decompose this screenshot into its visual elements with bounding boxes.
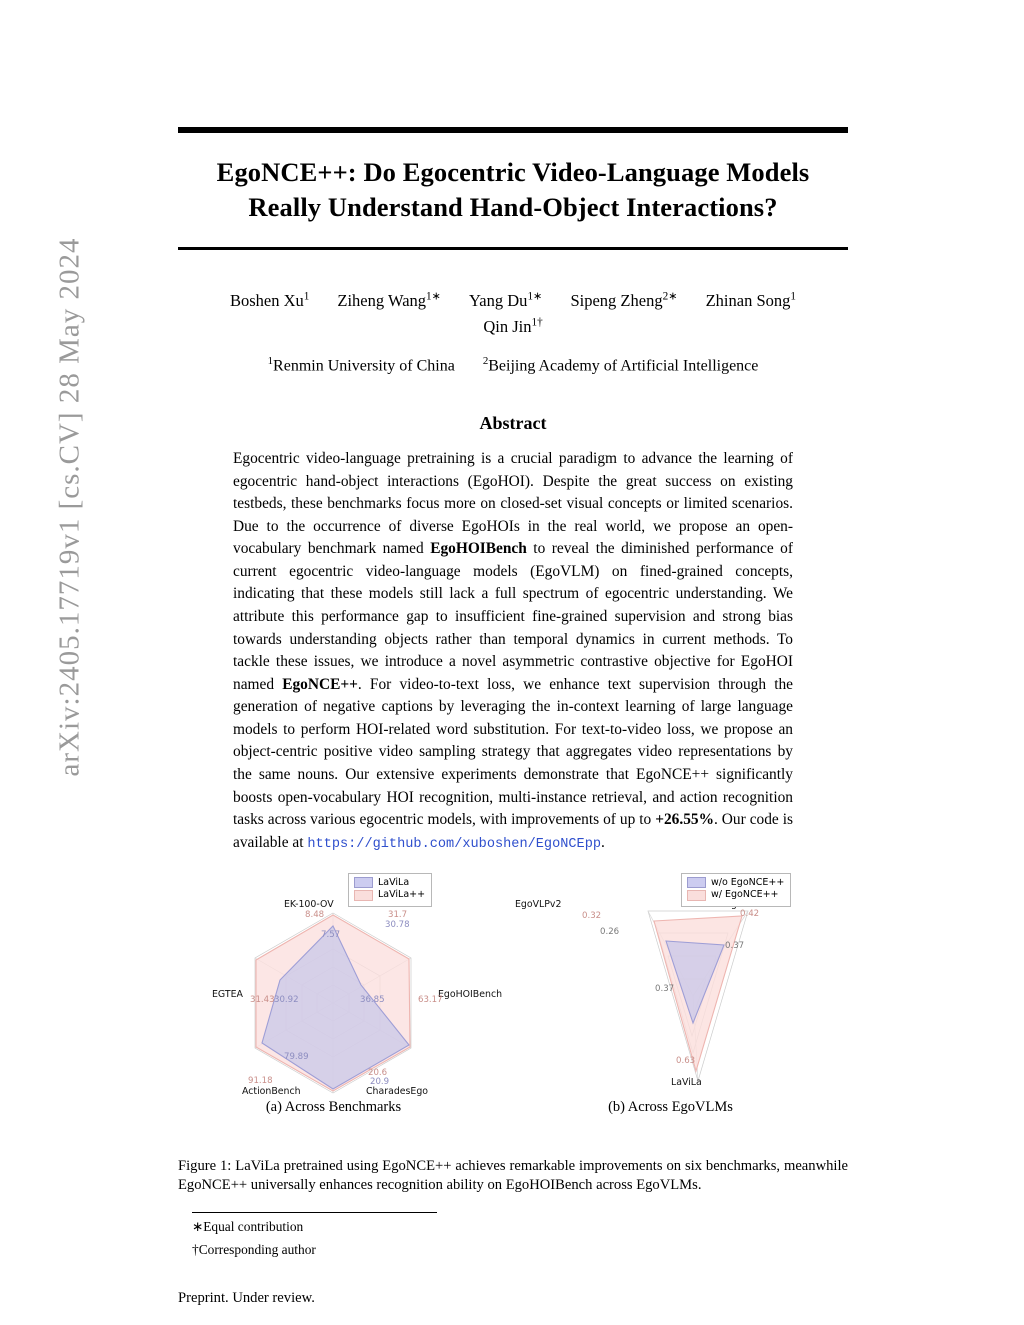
author: Sipeng Zheng$^{2∗}$ xyxy=(570,290,678,310)
author-list xyxy=(178,288,848,341)
page-title: EgoNCE++: Do Egocentric Video-Language Models Really Understand Hand-Object Interactions? xyxy=(216,157,810,223)
legend-panel-b xyxy=(681,873,791,908)
author: Zhinan Song$^1$ xyxy=(705,290,796,310)
footnote-rule xyxy=(192,1212,437,1213)
value-ek100-mir-base: 30.78 xyxy=(385,919,410,930)
legend-panel-a xyxy=(348,873,432,908)
affiliation-list xyxy=(178,355,848,375)
abstract-text: Egocentric video-language pretraining is a crucial paradigm to advance the learning of egocentric hand-object interactions (EgoHOI). Despite the great success on existing testbeds, these benchmarks focus more on closed-set visual concepts or limited scenarios. Due to the occurrence of diverse EgoHOIs in the real world, we propose an open-vocabulary benchmark named EgoHOIBench to reveal the diminished performance of current egocentric video-language models (EgoVLM) on fined-grained concepts, indicating that these models still lack a full spectrum of egocentric understanding. We attribute this performance gap to insufficient fine-grained supervision and strong bias towards understanding objects rather than temporal dynamics in current methods. To tackle these issues, we introduce a novel asymmetric contrastive objective for EgoHOI named EgoNCE++. For video-to-text loss, we enhance text supervision through the generation of negative captions by leveraging the in-context learning of large language models to perform HOI-related word substitution. For text-to-video loss, we propose an object-centric positive video sampling strategy that aggregates video representations by the same nouns. Our extensive experiments demonstrate that EgoNCE++ significantly boosts open-vocabulary HOI recognition, multi-instance retrieval, and action recognition tasks across various egocentric models, with improvements of up to +26.55%. Our code is available at https://github.com/xuboshen/EgoNCEpp. xyxy=(233,450,794,852)
axis-label-actionbench: ActionBench xyxy=(242,1085,301,1097)
value-charadesego-plus: 20.6 xyxy=(368,1067,388,1078)
title-rule xyxy=(178,247,848,250)
axis-label-egtea: EGTEA xyxy=(212,988,243,1000)
axis-label-lavila: LaViLa xyxy=(671,1076,702,1088)
legend-swatch-lavilapp xyxy=(354,890,373,901)
value-lavila-plus: 0.63 xyxy=(676,1055,696,1066)
abstract-heading: Abstract xyxy=(479,413,547,434)
figure-caption: Figure 1: LaViLa pretrained using EgoNCE++ achieves remarkable improvements on six benchmarks, meanwhile EgoNCE++ universally enhances recognition ability on EgoHOIBench across EgoVLMs. xyxy=(178,1157,848,1194)
author: Boshen Xu$^1$ xyxy=(229,290,310,310)
value-ek100-ov-base: 7.57 xyxy=(321,929,341,940)
axis-label-charadesego: CharadesEgo xyxy=(366,1085,429,1097)
value-lavila-base: 0.37 xyxy=(655,983,675,994)
value-actionbench-base: 79.89 xyxy=(284,1051,309,1062)
affiliation: $^1$Renmin University of China xyxy=(267,354,455,375)
preprint-note: Preprint. Under review. xyxy=(178,1289,315,1306)
legend-swatch-wo-egonce xyxy=(687,877,706,888)
code-link[interactable]: https://github.com/xuboshen/EgoNCEpp xyxy=(307,836,602,852)
value-egohoibench-base: 36.85 xyxy=(360,994,385,1005)
legend-item: LaViLa xyxy=(354,877,425,890)
arxiv-stamp: arXiv:2405.17719v1 [cs.CV] 28 May 2024 xyxy=(53,237,86,777)
value-egovlpv2-base: 0.26 xyxy=(600,926,620,937)
legend-item: w/o EgoNCE++ xyxy=(687,877,784,890)
value-egtea-base: 30.92 xyxy=(274,994,299,1005)
legend-swatch-w-egonce xyxy=(687,890,706,901)
value-egtea-plus: 31.43 xyxy=(250,994,275,1005)
value-egovlpv2-plus: 0.32 xyxy=(582,910,602,921)
radar-chart-benchmarks xyxy=(166,871,503,1115)
value-egovlp-plus: 0.42 xyxy=(740,908,760,919)
footnote-corresponding: †Corresponding author xyxy=(192,1242,316,1258)
value-ek100-mir-plus: 31.7 xyxy=(388,909,408,920)
subcaption-b: (b) Across EgoVLMs xyxy=(608,1098,733,1115)
legend-item: LaViLa++ xyxy=(354,889,425,902)
value-egovlp-base: 0.37 xyxy=(725,940,745,951)
legend-item: w/ EgoNCE++ xyxy=(687,889,784,902)
footnote-equal: ∗Equal contribution xyxy=(192,1218,304,1234)
axis-label-ek100-ov: EK-100-OV xyxy=(284,898,334,910)
paper-content xyxy=(178,0,848,1307)
value-actionbench-plus: 91.18 xyxy=(248,1075,273,1086)
subcaption-a: (a) Across Benchmarks xyxy=(265,1098,402,1115)
legend-swatch-lavila xyxy=(354,877,373,888)
axis-label-egovlpv2: EgoVLPv2 xyxy=(515,898,562,910)
top-rule xyxy=(178,127,848,133)
radar-chart-egovlms xyxy=(503,871,838,1115)
author: Yang $Du^{1∗}$ xyxy=(469,290,543,310)
axis-label-egohoibench: EgoHOIBench xyxy=(438,988,503,1000)
figure-1 xyxy=(178,871,848,1121)
author: Qin Jin$^{1\dagger}$ xyxy=(483,316,543,337)
author: Ziheng Wang$^{1∗}$ xyxy=(337,290,442,310)
value-egohoibench-plus: 63.17 xyxy=(418,994,443,1005)
affiliation: $^2$Beijing Academy of Artificial Intelligence xyxy=(482,354,759,375)
value-charadesego-base: 20.9 xyxy=(370,1076,390,1087)
value-ek100-ov-plus: 8.48 xyxy=(305,909,325,920)
